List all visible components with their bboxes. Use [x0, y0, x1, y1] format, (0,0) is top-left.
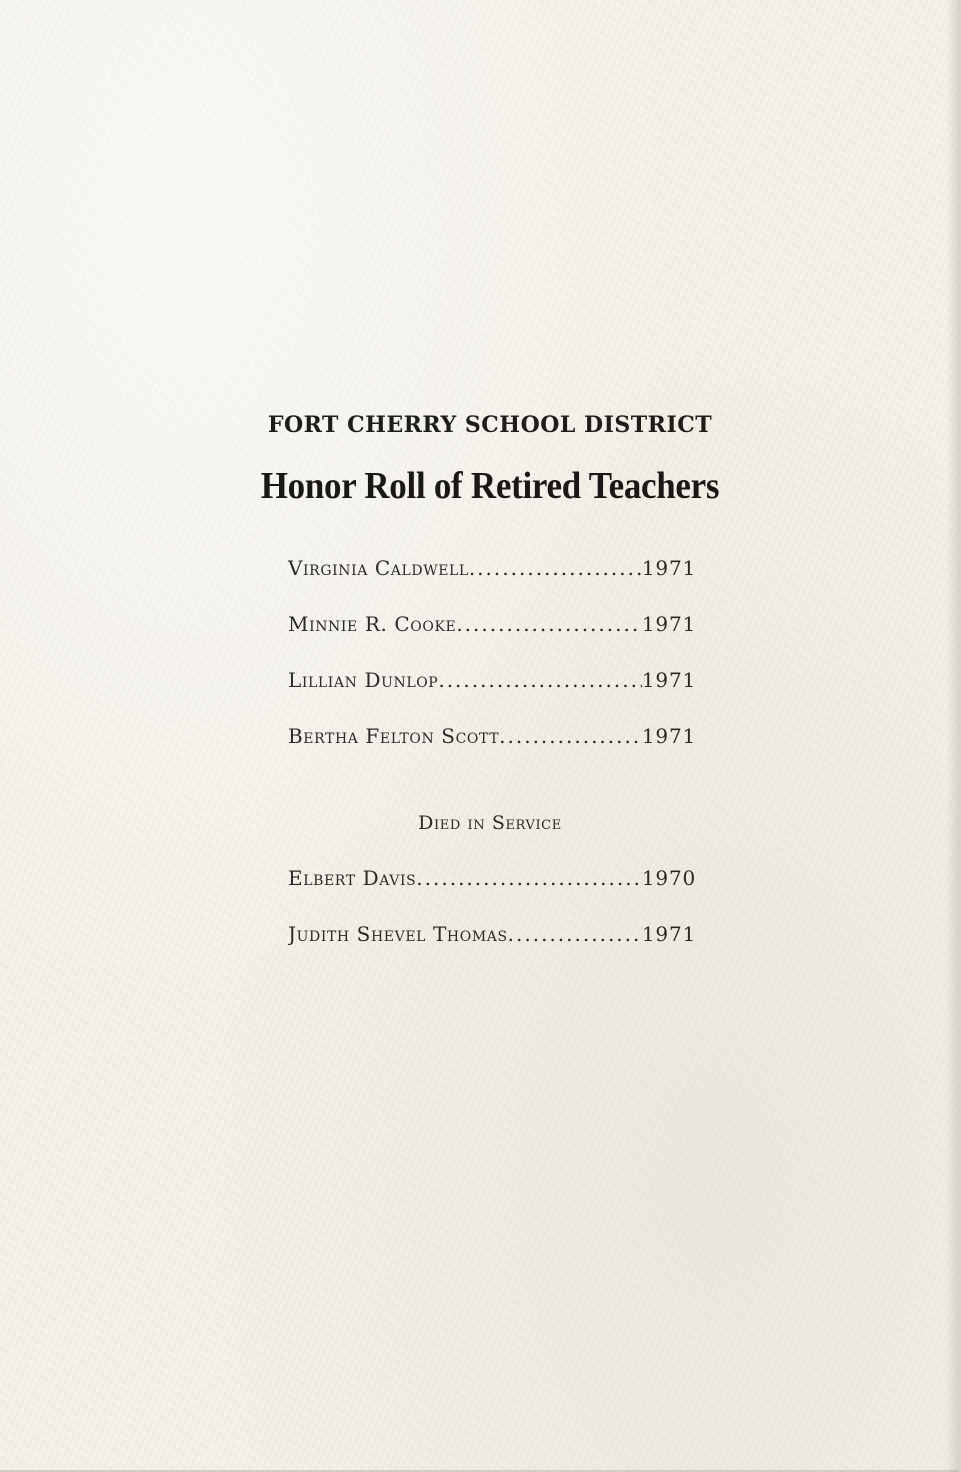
dot-leader: [469, 556, 642, 580]
retirement-year: 1971: [641, 668, 696, 692]
teacher-name: Lillian Dunlop: [288, 668, 439, 692]
dot-leader: [438, 668, 642, 692]
dot-leader: [508, 922, 642, 946]
list-item: [288, 922, 696, 956]
retirement-year: 1971: [641, 612, 696, 636]
retirement-year: 1971: [641, 724, 696, 748]
teacher-name: Minnie R. Cooke: [288, 612, 457, 636]
teacher-name: Elbert Davis: [288, 866, 417, 890]
list-item: [288, 556, 696, 590]
list-item: [288, 724, 696, 758]
list-item: [288, 612, 696, 646]
dot-leader: [499, 724, 642, 748]
died-in-service-heading: Died in Service: [418, 812, 562, 834]
page-title: Honor Roll of Retired Teachers: [260, 465, 720, 507]
dot-leader: [456, 612, 642, 636]
service-year: 1971: [641, 922, 696, 946]
district-name: FORT CHERRY SCHOOL DISTRICT: [267, 412, 713, 438]
teacher-name: Virginia Caldwell: [288, 556, 469, 580]
teacher-name: Judith Shevel Thomas: [288, 922, 508, 946]
page-edge-shadow: [946, 0, 958, 1472]
list-item: [288, 668, 696, 702]
list-item: [288, 866, 696, 900]
retirement-year: 1971: [641, 556, 696, 580]
teacher-name: Bertha Felton Scott: [288, 724, 500, 748]
dot-leader: [416, 866, 642, 890]
service-year: 1970: [641, 866, 696, 890]
